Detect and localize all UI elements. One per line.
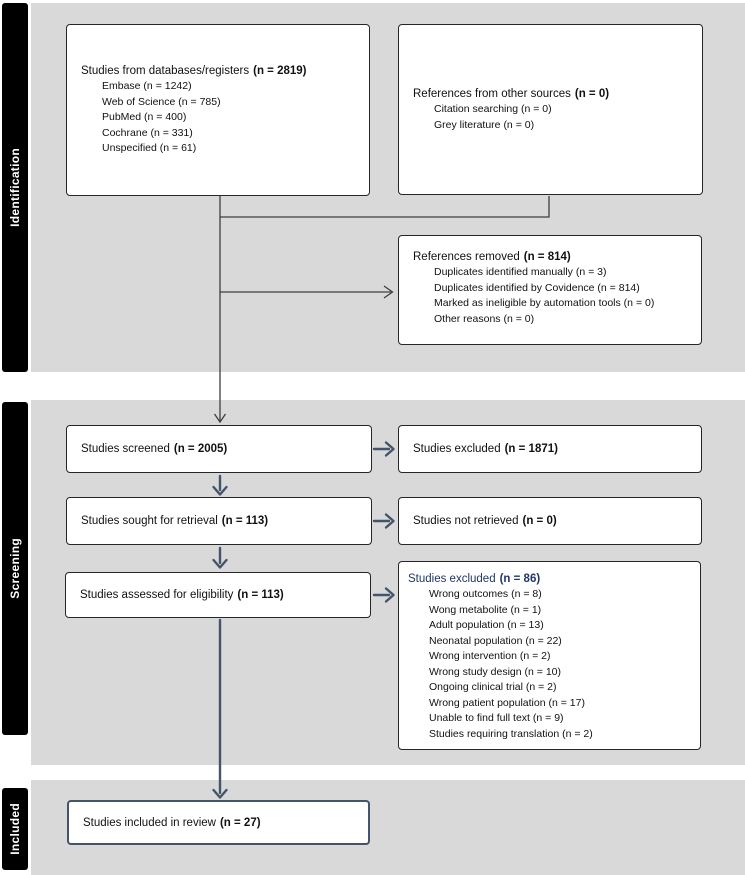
list-item: Adult population (n = 13) [429,619,544,631]
exclusion-reasons-list [429,587,692,742]
box-count: (n = 27) [219,816,261,829]
box-studies-sought-retrieval [66,497,372,545]
box-title-text: Studies not retrieved [413,515,519,527]
box-count: (n = 814) [523,251,571,263]
box-studies-excluded-screening [398,425,702,473]
list-item: Unspecified (n = 61) [102,142,197,155]
list-item: Ongoing clinical trial (n = 2) [429,681,557,693]
box-references-other-sources [398,24,703,195]
identification-stage-bar [2,3,28,372]
box-title [413,86,694,102]
box-count: (n = 113) [221,515,269,527]
list-item: PubMed (n = 400) [102,111,187,124]
box-title [413,513,693,529]
list-item: Duplicates identified manually (n = 3) [434,266,607,278]
box-title-text: References removed [413,251,520,263]
box-title [83,815,360,831]
box-count: (n = 113) [237,589,284,601]
box-studies-screened [66,425,372,473]
list-item: Citation searching (n = 0) [434,103,552,115]
box-title-text: Studies excluded [413,443,501,455]
included-stage-label: Included [8,803,22,855]
box-title-text: Studies excluded [408,573,496,585]
references-removed-list [434,265,693,327]
list-item: Grey literature (n = 0) [434,118,535,131]
list-item: Studies requiring translation (n = 2) [429,727,593,740]
box-studies-not-retrieved [398,497,702,545]
box-title [408,571,692,587]
screening-stage-label: Screening [8,538,22,599]
box-title-text: Studies sought for retrieval [81,515,218,527]
box-references-removed [398,235,702,345]
database-breakdown-list [102,79,361,157]
list-item: Web of Science (n = 785) [102,95,221,108]
identification-stage-label: Identification [8,148,22,227]
box-count: (n = 1871) [504,443,558,455]
box-title-text: Studies screened [81,443,170,455]
box-title [81,441,363,457]
box-studies-assessed-eligibility [65,572,371,618]
box-count: (n = 2005) [173,443,228,455]
list-item: Unable to find full text (n = 9) [429,712,564,724]
list-item: Embase (n = 1242) [102,80,192,93]
box-studies-from-databases [66,24,370,196]
list-item: Wrong patient population (n = 17) [429,696,585,709]
box-title [80,587,362,603]
box-studies-excluded-eligibility [398,561,701,750]
box-count: (n = 2819) [253,65,307,78]
screening-stage-bar [2,402,28,735]
box-count: (n = 0) [574,88,610,100]
box-title-text: Studies from databases/registers [81,65,250,78]
list-item: Wrong intervention (n = 2) [429,650,551,662]
list-item: Duplicates identified by Covidence (n = 814) [434,281,640,294]
box-title [413,441,693,457]
list-item: Wong metabolite (n = 1) [429,603,542,616]
box-title [413,249,693,265]
list-item: Neonatal population (n = 22) [429,634,562,647]
box-count: (n = 0) [522,515,557,527]
box-studies-included-review [67,800,370,845]
box-count: (n = 86) [499,573,541,585]
list-item: Other reasons (n = 0) [434,312,535,325]
list-item: Marked as ineligible by automation tools (n = 0) [434,297,655,309]
box-title-text: Studies assessed for eligibility [80,589,234,601]
list-item: Wrong study design (n = 10) [429,665,562,678]
box-title [81,513,363,529]
box-title-text: References from other sources [413,88,571,100]
box-title [81,63,361,79]
box-title-text: Studies included in review [83,816,216,829]
other-sources-list [434,102,694,133]
list-item: Cochrane (n = 331) [102,126,193,139]
list-item: Wrong outcomes (n = 8) [429,588,542,600]
included-stage-bar [2,788,28,870]
